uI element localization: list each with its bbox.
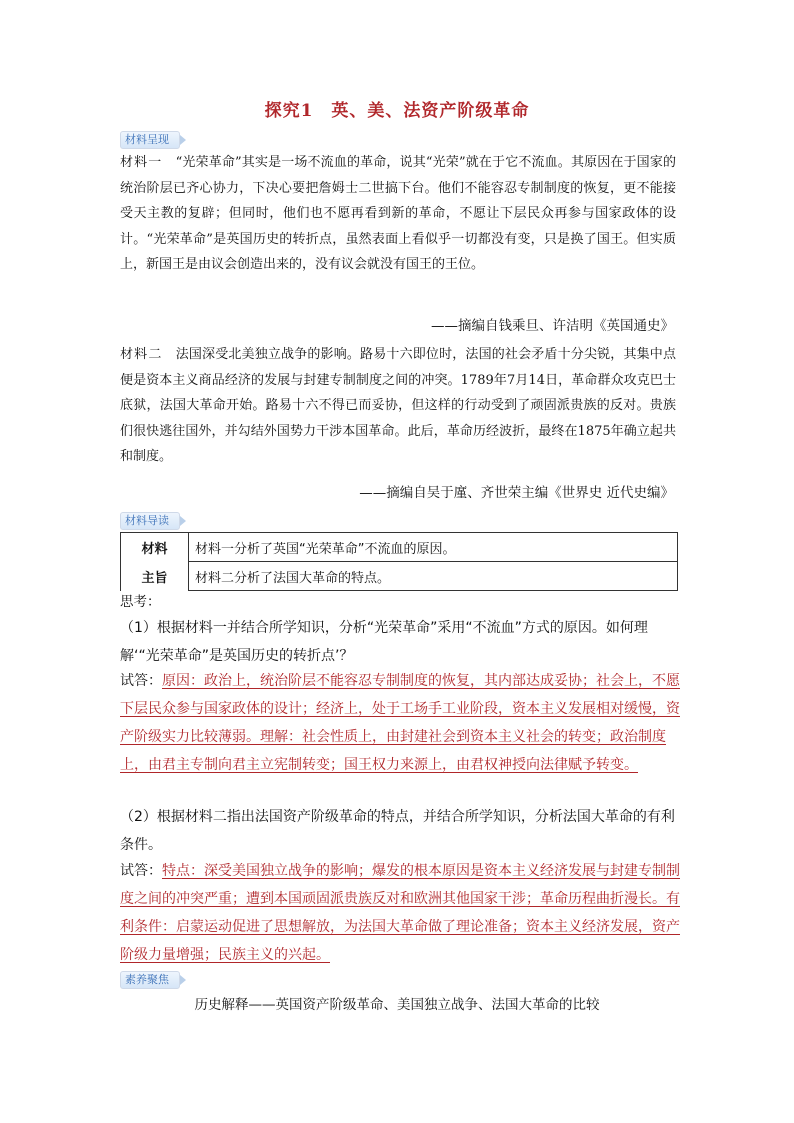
table-header-theme: 主旨 — [121, 562, 189, 591]
answer-2-label: 试答： — [120, 863, 162, 879]
material2-paragraph — [120, 342, 676, 470]
material-guide-tag: 材料导读 — [120, 512, 180, 530]
material1-source: ——摘编自钱乘旦、许洁明《英国通史》 — [431, 318, 674, 334]
answer-1 — [120, 667, 680, 779]
table-cell: 材料二分析了法国大革命的特点。 — [189, 562, 678, 591]
table-row — [121, 533, 678, 562]
answer-1-text: 原因：政治上，统治阶层不能容忍专制制度的恢复，其内部达成妥协；社会上，不愿下层民众参与国家政体的设计；经济上，处于工场手工业阶段，资本主义发展相对缓慢，资产阶级实力比较薄弱。理解：社会性质上，由封建社会到资本主义社会的转变；政治制度上，由君主专制向君主立宪制转变；国王权力来源上，由君权神授向法律赋予转变。 — [120, 673, 680, 773]
material-guide-table — [120, 532, 678, 591]
material2-label: 材料二 — [120, 347, 163, 362]
literacy-focus-tag: 素养聚焦 — [120, 971, 180, 989]
answer-2-text: 特点：深受美国独立战争的影响；爆发的根本原因是资本主义经济发展与封建专制制度之间的冲突严重；遭到本国顽固派贵族反对和欧洲其他国家干涉；革命历程曲折漫长。有利条件：启蒙运动促进了思想解放，为法国大革命做了理论准备；资本主义经济发展，资产阶级力量增强；民族主义的兴起。 — [120, 863, 680, 963]
table-header-material: 材料 — [121, 533, 189, 562]
page-title: 探究1 英、美、法资产阶级革命 — [264, 101, 530, 121]
material-present-tag: 材料呈现 — [120, 131, 180, 149]
material1-label: 材料一 — [120, 155, 163, 170]
material2-source: ——摘编自吴于廑、齐世荣主编《世界史 近代史编》 — [359, 485, 674, 501]
answer-2 — [120, 857, 680, 969]
answer-1-label: 试答： — [120, 673, 162, 689]
table-cell: 材料一分析了英国“光荣革命”不流血的原因。 — [189, 533, 678, 562]
material2-text: 法国深受北美独立战争的影响。路易十六即位时，法国的社会矛盾十分尖锐，其集中点便是资本主义商品经济的发展与封建专制制度之间的冲突。1789年7月14日，革命群众攻克巴士底狱，法国大革命开始。路易十六不得已而妥协，但这样的行动受到了顽固派贵族的反对。贵族们很快逃往国外，并勾结外国势力干涉本国革命。此后，革命历经波折，最终在1875年确立起共和制度。 — [120, 347, 676, 464]
table-row — [121, 562, 678, 591]
comparison-caption: 历史解释——英国资产阶级革命、美国独立战争、法国大革命的比较 — [194, 997, 600, 1013]
material1-paragraph — [120, 150, 676, 278]
thinking-label: 思考： — [120, 594, 161, 610]
question-2: （2）根据材料二指出法国资产阶级革命的特点，并结合所学知识，分析法国大革命的有利条件。 — [120, 809, 675, 853]
material1-text: “光荣革命”其实是一场不流血的革命，说其“光荣”就在于它不流血。其原因在于国家的统治阶层已齐心协力，下决心要把詹姆士二世搞下台。他们不能容忍专制制度的恢复，更不能接受天主教的复辟；但同时，他们也不愿再看到新的革命，不愿让下层民众再参与国家政体的设计。“光荣革命”是英国历史的转折点，虽然表面上看似乎一切都没有变，只是换了国王。但实质上，新国王是由议会创造出来的，没有议会就没有国王的王位。 — [120, 155, 676, 272]
question-1: （1）根据材料一并结合所学知识，分析“光荣革命”采用“不流血”方式的原因。如何理解‘“光荣革命”是英国历史的转折点’？ — [120, 620, 648, 664]
